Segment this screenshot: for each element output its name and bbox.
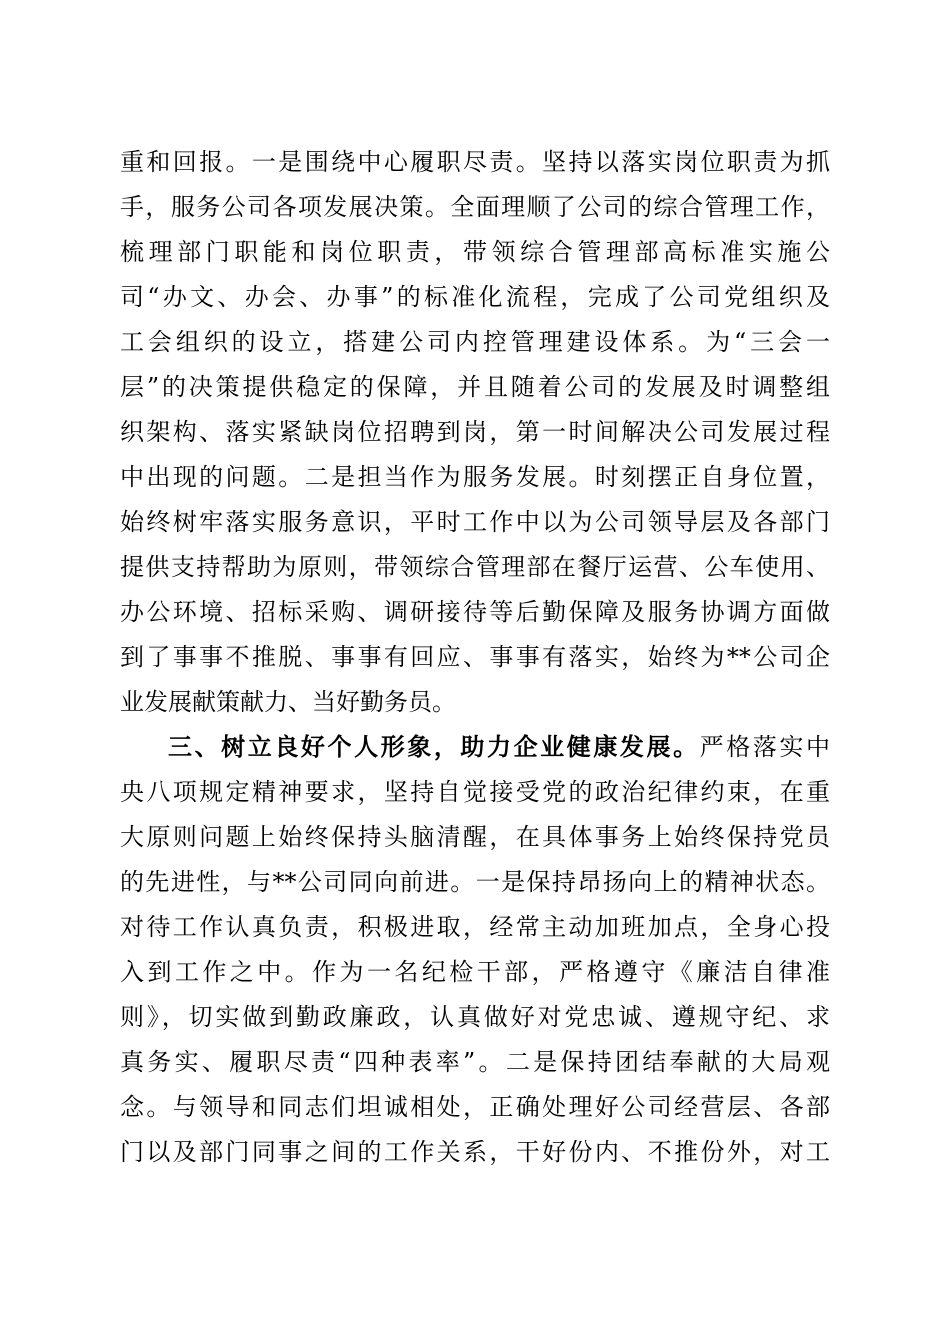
section-heading-continuation: 严格落实中 <box>699 733 831 761</box>
text-line: 司“办文、办会、办事”的标准化流程，完成了公司党组织及 <box>120 283 830 311</box>
text-line: 对待工作认真负责，积极进取，经常主动加班加点，全身心投 <box>120 913 830 941</box>
text-line: 办公环境、招标采购、调研接待等后勤保障及服务协调方面做 <box>120 598 830 626</box>
text-line: 手，服务公司各项发展决策。全面理顺了公司的综合管理工作， <box>120 193 830 221</box>
text-line: 工会组织的设立，搭建公司内控管理建设体系。为“三会一 <box>120 328 830 356</box>
text-line: 梳理部门职能和岗位职责，带领综合管理部高标准实施公 <box>120 238 830 266</box>
text-line: 大原则问题上始终保持头脑清醒，在具体事务上始终保持党员 <box>120 823 830 851</box>
text-line: 织架构、落实紧缺岗位招聘到岗，第一时间解决公司发展过程 <box>120 418 830 446</box>
text-line: 提供支持帮助为原则，带领综合管理部在餐厅运营、公车使用、 <box>120 553 830 581</box>
text-line: 层”的决策提供稳定的保障，并且随着公司的发展及时调整组 <box>120 373 830 401</box>
text-line: 的先进性，与**公司同向前进。一是保持昂扬向上的精神状态。 <box>120 868 830 896</box>
text-line: 门以及部门同事之间的工作关系，干好份内、不推份外，对工 <box>120 1138 830 1166</box>
section-heading: 三、树立良好个人形象，助力企业健康发展。 <box>168 732 700 761</box>
text-line: 入到工作之中。作为一名纪检干部，严格遵守《廉洁自律准 <box>120 958 830 986</box>
text-line: 真务实、履职尽责“四种表率”。二是保持团结奉献的大局观 <box>120 1048 830 1076</box>
text-line: 始终树牢落实服务意识，平时工作中以为公司领导层及各部门 <box>120 508 830 536</box>
section-heading-line <box>168 727 830 767</box>
text-line: 中出现的问题。二是担当作为服务发展。时刻摆正自身位置， <box>120 463 830 491</box>
text-line: 央八项规定精神要求，坚持自觉接受党的政治纪律约束，在重 <box>120 778 830 806</box>
text-line: 业发展献策献力、当好勤务员。 <box>120 688 456 716</box>
text-line: 念。与领导和同志们坦诚相处，正确处理好公司经营层、各部 <box>120 1093 830 1121</box>
text-line: 到了事事不推脱、事事有回应、事事有落实，始终为**公司企 <box>120 643 830 671</box>
text-line: 重和回报。一是围绕中心履职尽责。坚持以落实岗位职责为抓 <box>120 148 830 176</box>
text-line: 则》，切实做到勤政廉政，认真做好对党忠诚、遵规守纪、求 <box>120 1003 830 1031</box>
